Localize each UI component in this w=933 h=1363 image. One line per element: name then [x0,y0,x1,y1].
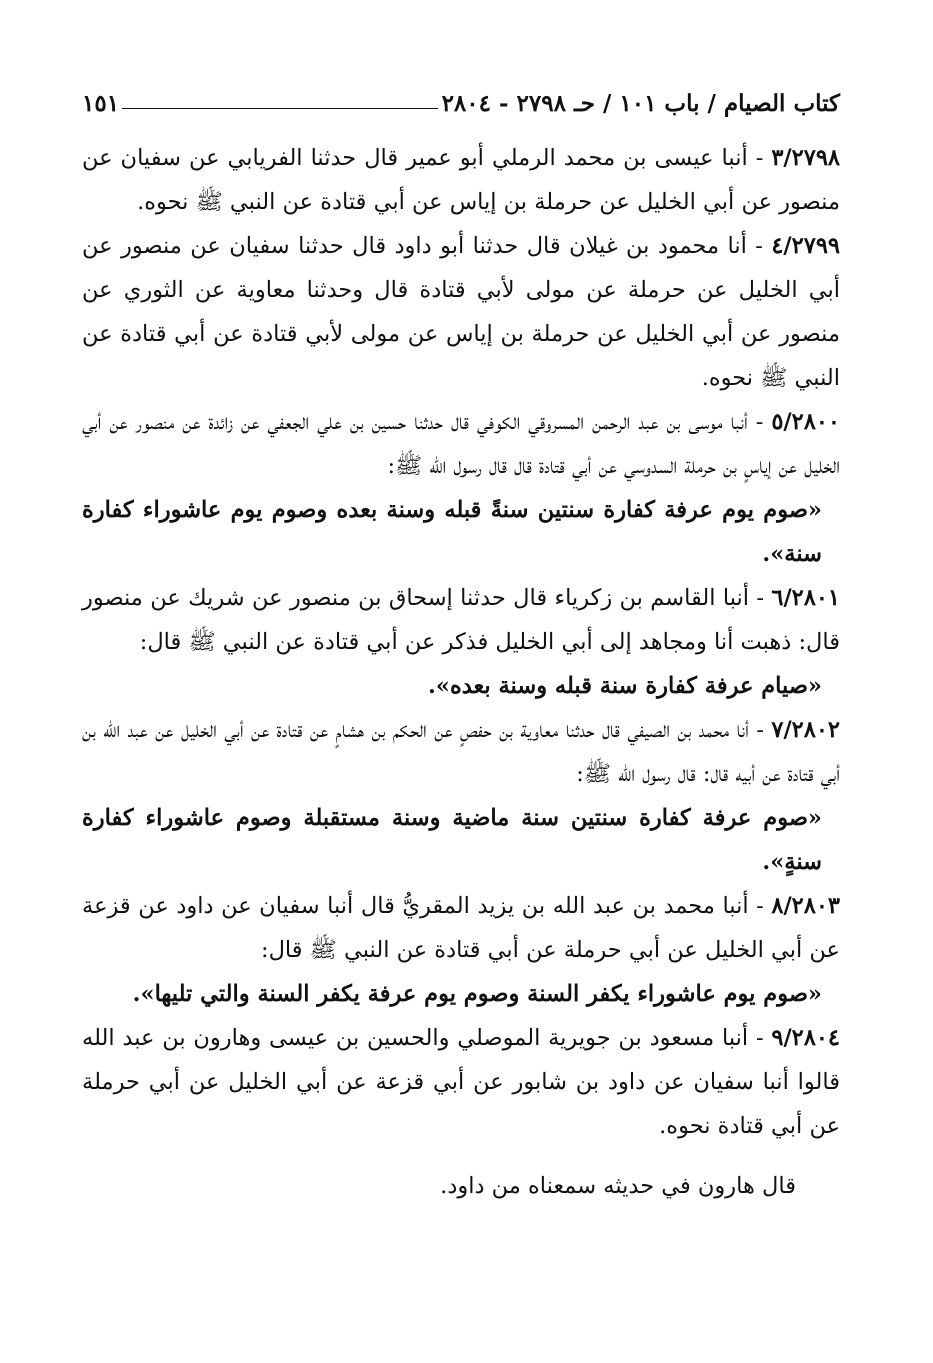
hadith-2798 [82,136,840,224]
quote-2802: «صوم عرفة كفارة سنتين سنة ماضية وسنة مستقبلة وصوم عاشوراء كفارة سنةٍ». [82,805,822,875]
hadith-2799 [82,224,840,400]
hadith-number: ٩/٢٨٠٤ [771,1025,841,1051]
hadith-text: - أنبا محمد بن عبد الله بن يزيد المقريُّ قال أنبا سفيان عن داود عن قزعة عن أبي الخليل عن أبي حرملة عن أبي قتادة عن النبي ﷺ قال: [82,893,840,963]
header-rule [122,108,438,109]
hadith-number: ٧/٢٨٠٢ [771,717,841,743]
quote-2803: «صوم يوم عاشوراء يكفر السنة وصوم يوم عرفة يكفر السنة والتي تليها». [132,981,822,1007]
hadith-text: - أنا محمد بن الصيفي قال حدثنا معاوية بن حفصٍ عن الحكم بن هشامٍ عن قتادة عن أبي الخليل عن عبد الله بن أبي قتادة عن أبيه قال: قال رسول الله ﷺ: [82,717,840,787]
text-body [82,136,840,1208]
hadith-2801 [82,576,840,664]
hadith-number: ٣/٢٧٩٨ [771,145,840,171]
hadith-text: - أنا محمود بن غيلان قال حدثنا أبو داود قال حدثنا سفيان عن منصور عن أبي الخليل عن حرملة عن مولى لأبي قتادة قال وحدثنا معاوية عن الثوري عن منصور عن أبي الخليل عن حرملة بن إياس عن مولى لأبي قتادة عن أبي قتادة عن النبي ﷺ نحوه. [82,233,840,391]
page-number: ١٥١ [82,90,120,117]
quote-2801: «صيام عرفة كفارة سنة قبله وسنة بعده». [428,673,822,699]
hadith-number: ٤/٢٧٩٩ [771,233,840,259]
page-header [82,84,840,124]
hadith-text: - أنبا موسى بن عبد الرحمن المسروقي الكوفي قال حدثنا حسين بن علي الجعفي عن زائدة عن منصور عن أبي الخليل عن إياسٍ بن حرملة السدوسي عن أبي قتادة قال قال رسول الله ﷺ: [82,409,840,479]
hadith-number: ٦/٢٨٠١ [771,585,841,611]
hadith-number: ٥/٢٨٠٠ [771,409,840,435]
closing-note: قال هارون في حديثه سمعناه من داود. [440,1173,796,1199]
hadith-text: - أنبا عيسى بن محمد الرملي أبو عمير قال حدثنا الفريابي عن سفيان عن منصور عن أبي الخليل عن حرملة بن إياس عن أبي قتادة عن النبي ﷺ نحوه. [82,145,840,215]
hadith-2803 [82,884,840,972]
hadith-number: ٨/٢٨٠٣ [771,893,841,919]
quote-2800: «صوم يوم عرفة كفارة سنتين سنةً قبله وسنة بعده وصوم يوم عاشوراء كفارة سنة». [82,497,822,567]
hadith-2804 [82,1016,840,1148]
hadith-2802 [82,708,840,796]
hadith-text: - أنبا القاسم بن زكرياء قال حدثنا إسحاق بن منصور عن شريك عن منصور قال: ذهبت أنا ومجاهد إلى أبي الخليل فذكر عن أبي قتادة عن النبي ﷺ قال: [82,585,840,655]
hadith-2800 [82,400,840,488]
running-head: كتاب الصيام / باب ١٠١ / حـ ٢٧٩٨ - ٢٨٠٤ [441,90,840,117]
hadith-text: - أنبا مسعود بن جويرية الموصلي والحسين بن عيسى وهارون بن عبد الله قالوا أنبا سفيان عن داود بن شابور عن أبي قزعة عن أبي الخليل عن أبي حرملة عن أبي قتادة نحوه. [82,1025,840,1139]
